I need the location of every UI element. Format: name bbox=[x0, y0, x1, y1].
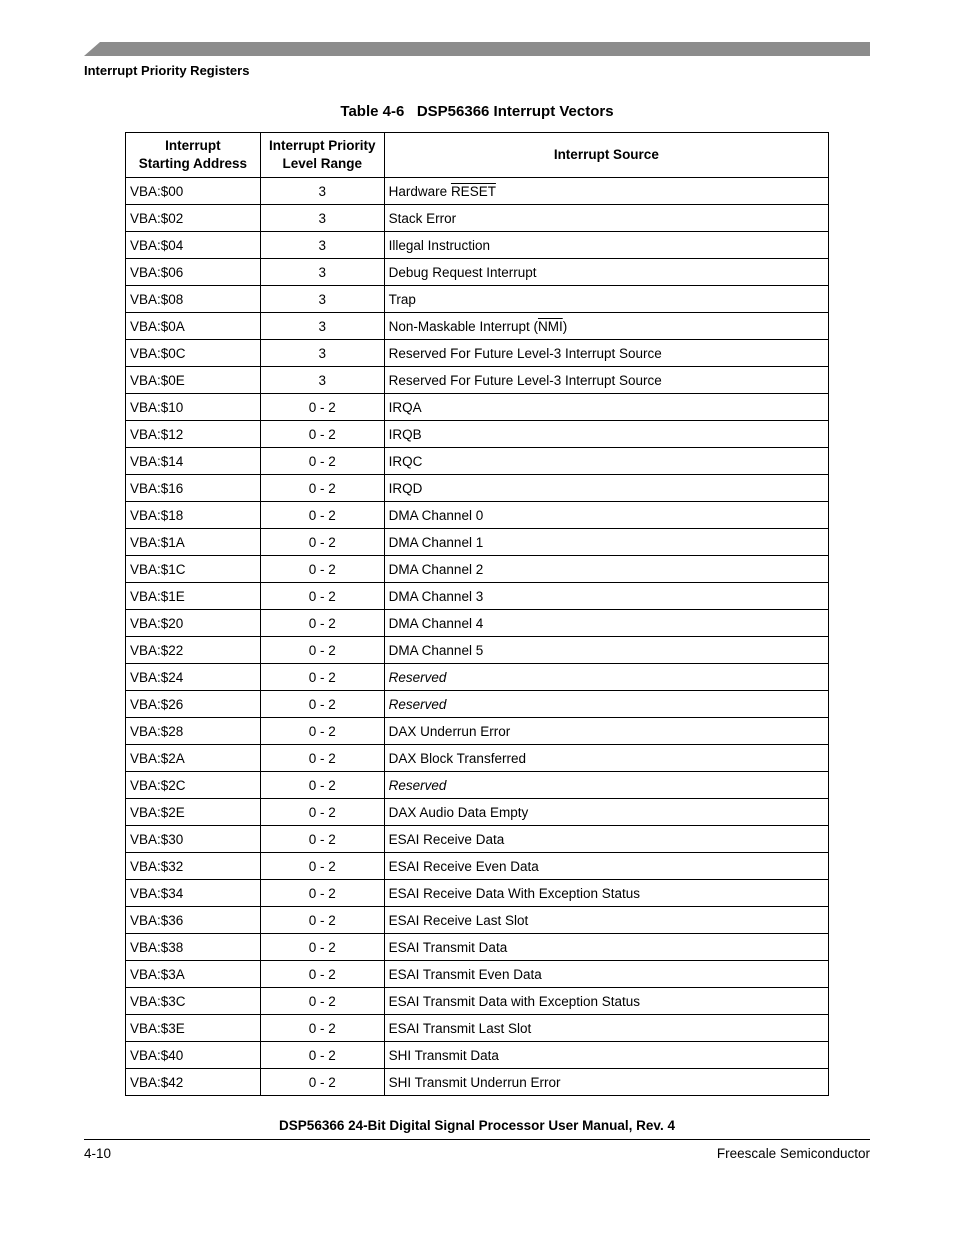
cell-source: ESAI Receive Last Slot bbox=[384, 907, 828, 934]
table-row bbox=[126, 313, 829, 340]
table-row bbox=[126, 259, 829, 286]
cell-address: VBA:$30 bbox=[126, 826, 261, 853]
cell-address: VBA:$0A bbox=[126, 313, 261, 340]
cell-source: Reserved For Future Level-3 Interrupt Source bbox=[384, 367, 828, 394]
cell-priority: 0 - 2 bbox=[260, 988, 384, 1015]
cell-source: ESAI Receive Data With Exception Status bbox=[384, 880, 828, 907]
cell-address: VBA:$38 bbox=[126, 934, 261, 961]
cell-priority: 0 - 2 bbox=[260, 880, 384, 907]
table-row bbox=[126, 745, 829, 772]
table-row bbox=[126, 502, 829, 529]
cell-address: VBA:$2C bbox=[126, 772, 261, 799]
cell-source: IRQD bbox=[384, 475, 828, 502]
table-row bbox=[126, 772, 829, 799]
cell-source: Reserved bbox=[384, 772, 828, 799]
table-row bbox=[126, 880, 829, 907]
cell-priority: 0 - 2 bbox=[260, 1015, 384, 1042]
cell-address: VBA:$42 bbox=[126, 1069, 261, 1096]
cell-source: DMA Channel 3 bbox=[384, 583, 828, 610]
company-name: Freescale Semiconductor bbox=[716, 1146, 870, 1161]
source-text: Hardware bbox=[388, 183, 451, 199]
table-row bbox=[126, 961, 829, 988]
cell-source: ESAI Receive Data bbox=[384, 826, 828, 853]
table-row bbox=[126, 394, 829, 421]
cell-source: ESAI Transmit Data with Exception Status bbox=[384, 988, 828, 1015]
cell-source: DMA Channel 0 bbox=[384, 502, 828, 529]
cell-address: VBA:$40 bbox=[126, 1042, 261, 1069]
cell-priority: 0 - 2 bbox=[260, 637, 384, 664]
cell-source: DAX Underrun Error bbox=[384, 718, 828, 745]
cell-address: VBA:$14 bbox=[126, 448, 261, 475]
cell-address: VBA:$3A bbox=[126, 961, 261, 988]
cell-source bbox=[384, 178, 828, 205]
cell-source: SHI Transmit Data bbox=[384, 1042, 828, 1069]
table-row bbox=[126, 475, 829, 502]
cell-address: VBA:$04 bbox=[126, 232, 261, 259]
cell-priority: 3 bbox=[260, 367, 384, 394]
cell-address: VBA:$0E bbox=[126, 367, 261, 394]
cell-source: Reserved bbox=[384, 691, 828, 718]
page-number: 4-10 bbox=[84, 1146, 112, 1161]
cell-priority: 0 - 2 bbox=[260, 610, 384, 637]
cell-address: VBA:$12 bbox=[126, 421, 261, 448]
source-text-suffix: ) bbox=[562, 318, 568, 334]
cell-priority: 0 - 2 bbox=[260, 529, 384, 556]
table-row bbox=[126, 340, 829, 367]
cell-source: DAX Audio Data Empty bbox=[384, 799, 828, 826]
cell-priority: 0 - 2 bbox=[260, 799, 384, 826]
cell-priority: 0 - 2 bbox=[260, 691, 384, 718]
section-title: Interrupt Priority Registers bbox=[84, 63, 250, 78]
cell-address: VBA:$3E bbox=[126, 1015, 261, 1042]
table-row bbox=[126, 718, 829, 745]
cell-priority: 0 - 2 bbox=[260, 1042, 384, 1069]
table-header-row bbox=[126, 133, 829, 178]
table-row bbox=[126, 610, 829, 637]
cell-source: SHI Transmit Underrun Error bbox=[384, 1069, 828, 1096]
cell-source: Trap bbox=[384, 286, 828, 313]
cell-address: VBA:$02 bbox=[126, 205, 261, 232]
table-row bbox=[126, 448, 829, 475]
cell-priority: 0 - 2 bbox=[260, 718, 384, 745]
table-row bbox=[126, 1015, 829, 1042]
active-low-signal: $\overline{NMI}$ bbox=[537, 318, 563, 334]
cell-priority: 0 - 2 bbox=[260, 826, 384, 853]
cell-priority: 3 bbox=[260, 286, 384, 313]
cell-source: Illegal Instruction bbox=[384, 232, 828, 259]
cell-address: VBA:$18 bbox=[126, 502, 261, 529]
cell-priority: 0 - 2 bbox=[260, 502, 384, 529]
cell-address: VBA:$1A bbox=[126, 529, 261, 556]
cell-address: VBA:$3C bbox=[126, 988, 261, 1015]
table-row bbox=[126, 826, 829, 853]
cell-priority: 0 - 2 bbox=[260, 394, 384, 421]
cell-address: VBA:$34 bbox=[126, 880, 261, 907]
footer-divider bbox=[84, 1139, 870, 1140]
table-row bbox=[126, 529, 829, 556]
cell-priority: 3 bbox=[260, 232, 384, 259]
cell-priority: 0 - 2 bbox=[260, 961, 384, 988]
cell-address: VBA:$24 bbox=[126, 664, 261, 691]
cell-priority: 0 - 2 bbox=[260, 664, 384, 691]
table-row bbox=[126, 232, 829, 259]
table-row bbox=[126, 367, 829, 394]
table-caption: Table 4-6 DSP56366 Interrupt Vectors bbox=[340, 103, 614, 120]
cell-address: VBA:$26 bbox=[126, 691, 261, 718]
table-body bbox=[126, 178, 829, 1096]
cell-priority: 3 bbox=[260, 340, 384, 367]
cell-address: VBA:$2A bbox=[126, 745, 261, 772]
cell-source: Reserved For Future Level-3 Interrupt Source bbox=[384, 340, 828, 367]
table-row bbox=[126, 1069, 829, 1096]
footer-title: DSP56366 24-Bit Digital Signal Processor User Manual, Rev. 4 bbox=[279, 1118, 675, 1133]
table-row bbox=[126, 286, 829, 313]
column-header-source: Interrupt Source bbox=[384, 133, 828, 178]
cell-source: IRQC bbox=[384, 448, 828, 475]
cell-priority: 0 - 2 bbox=[260, 907, 384, 934]
table-row bbox=[126, 934, 829, 961]
table-row bbox=[126, 556, 829, 583]
table-row bbox=[126, 691, 829, 718]
column-header-address: Interrupt Starting Address bbox=[126, 133, 261, 178]
cell-source: DMA Channel 2 bbox=[384, 556, 828, 583]
cell-source: ESAI Receive Even Data bbox=[384, 853, 828, 880]
table-row bbox=[126, 205, 829, 232]
column-header-priority: Interrupt Priority Level Range bbox=[260, 133, 384, 178]
table-row bbox=[126, 421, 829, 448]
cell-address: VBA:$36 bbox=[126, 907, 261, 934]
cell-address: VBA:$0C bbox=[126, 340, 261, 367]
cell-priority: 0 - 2 bbox=[260, 421, 384, 448]
cell-address: VBA:$10 bbox=[126, 394, 261, 421]
cell-address: VBA:$16 bbox=[126, 475, 261, 502]
cell-source: DAX Block Transferred bbox=[384, 745, 828, 772]
cell-address: VBA:$1E bbox=[126, 583, 261, 610]
cell-address: VBA:$28 bbox=[126, 718, 261, 745]
cell-source: ESAI Transmit Even Data bbox=[384, 961, 828, 988]
interrupt-vectors-table bbox=[125, 132, 829, 1096]
cell-address: VBA:$06 bbox=[126, 259, 261, 286]
table-row bbox=[126, 664, 829, 691]
cell-address: VBA:$00 bbox=[126, 178, 261, 205]
cell-source: Debug Request Interrupt bbox=[384, 259, 828, 286]
cell-priority: 3 bbox=[260, 259, 384, 286]
cell-priority: 0 - 2 bbox=[260, 583, 384, 610]
cell-source: Reserved bbox=[384, 664, 828, 691]
table-row bbox=[126, 637, 829, 664]
cell-source: ESAI Transmit Data bbox=[384, 934, 828, 961]
cell-priority: 3 bbox=[260, 313, 384, 340]
cell-priority: 3 bbox=[260, 178, 384, 205]
cell-priority: 0 - 2 bbox=[260, 934, 384, 961]
table-row bbox=[126, 907, 829, 934]
cell-priority: 3 bbox=[260, 205, 384, 232]
cell-address: VBA:$22 bbox=[126, 637, 261, 664]
cell-priority: 0 - 2 bbox=[260, 475, 384, 502]
cell-address: VBA:$08 bbox=[126, 286, 261, 313]
cell-source: DMA Channel 4 bbox=[384, 610, 828, 637]
cell-address: VBA:$20 bbox=[126, 610, 261, 637]
table-row bbox=[126, 988, 829, 1015]
cell-address: VBA:$2E bbox=[126, 799, 261, 826]
cell-source: IRQA bbox=[384, 394, 828, 421]
cell-address: VBA:$32 bbox=[126, 853, 261, 880]
cell-address: VBA:$1C bbox=[126, 556, 261, 583]
table-row bbox=[126, 1042, 829, 1069]
active-low-signal: RESET bbox=[450, 183, 496, 199]
table-row bbox=[126, 853, 829, 880]
cell-priority: 0 - 2 bbox=[260, 745, 384, 772]
cell-priority: 0 - 2 bbox=[260, 853, 384, 880]
header-bar bbox=[84, 42, 870, 56]
cell-priority: 0 - 2 bbox=[260, 556, 384, 583]
cell-priority: 0 - 2 bbox=[260, 772, 384, 799]
cell-source: IRQB bbox=[384, 421, 828, 448]
cell-source: Stack Error bbox=[384, 205, 828, 232]
cell-source: DMA Channel 5 bbox=[384, 637, 828, 664]
cell-source: ESAI Transmit Last Slot bbox=[384, 1015, 828, 1042]
cell-source: DMA Channel 1 bbox=[384, 529, 828, 556]
cell-source bbox=[384, 313, 828, 340]
source-text: Non-Maskable Interrupt ( bbox=[388, 318, 538, 334]
table-row bbox=[126, 583, 829, 610]
cell-priority: 0 - 2 bbox=[260, 448, 384, 475]
cell-priority: 0 - 2 bbox=[260, 1069, 384, 1096]
table-row bbox=[126, 178, 829, 205]
table-row bbox=[126, 799, 829, 826]
